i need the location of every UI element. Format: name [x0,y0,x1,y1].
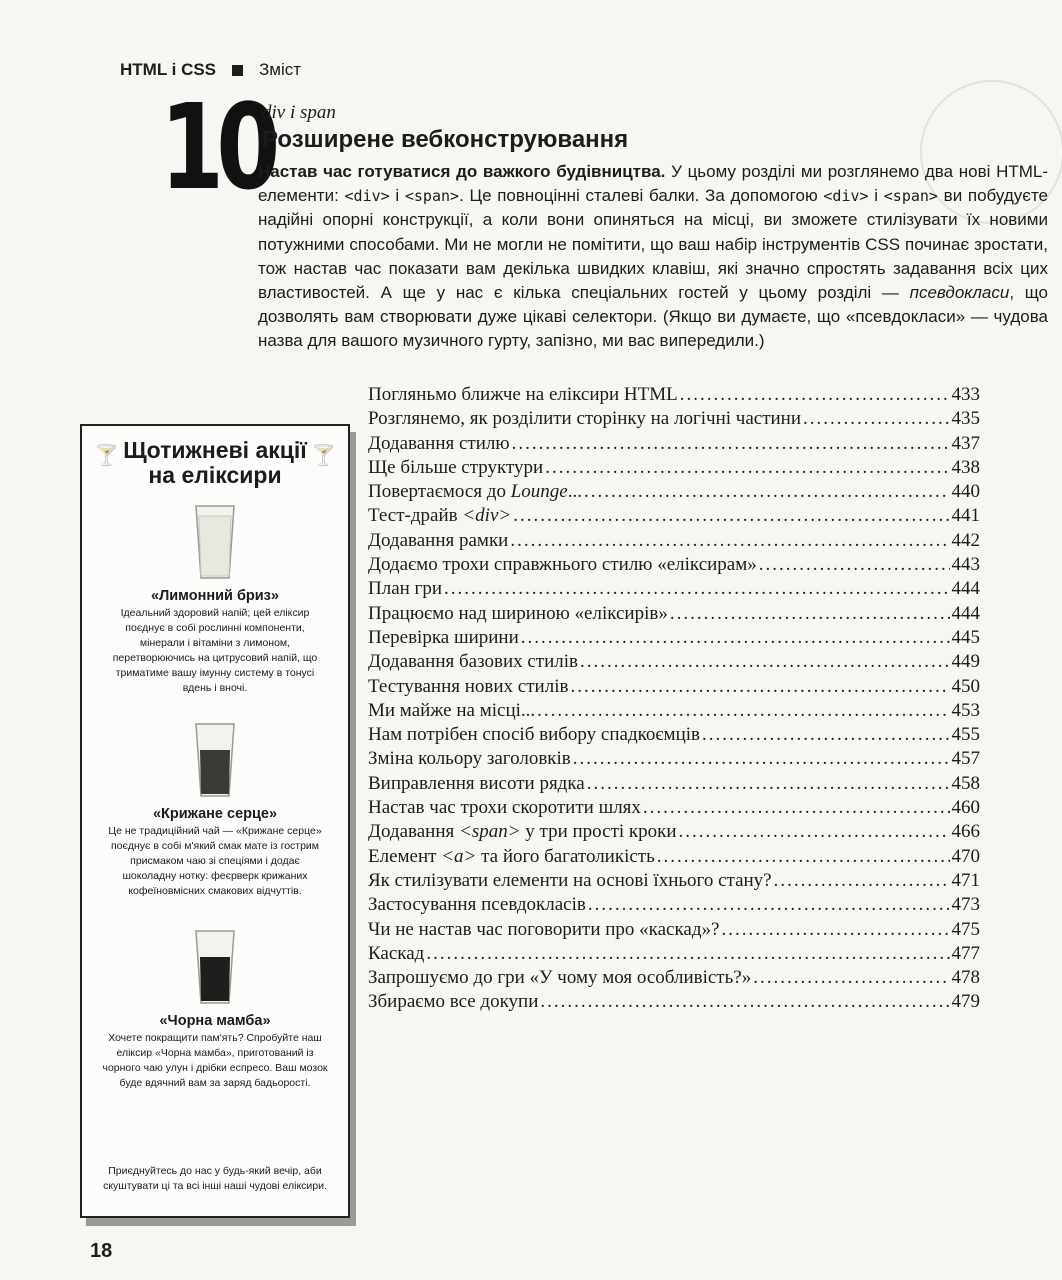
chapter-intro [258,160,1048,354]
toc-entry-title [368,481,582,503]
toc-entry [368,554,980,578]
toc-entry [368,748,980,772]
toc-entry-title-part: Перевірка ширини [368,626,519,648]
card-title [82,438,348,488]
toc-leader-dots [521,627,950,649]
drink-name: «Чорна мамба» [159,1013,271,1029]
chapter-number: 10 [160,78,273,216]
intro-italic: псевдокласи [909,283,1010,303]
toc-entry [368,384,980,408]
intro-code: <span> [404,187,460,206]
toc-entry-title-part: Додавання [368,821,459,843]
toc-entry-title-part: Додавання базових стилів [368,651,579,673]
drink-glass-photo [190,720,240,800]
toc-leader-dots [580,651,949,673]
toc-leader-dots [513,505,949,527]
toc-entry-title-part: Елемент [368,845,442,867]
toc-leader-dots [679,821,950,843]
toc-entry-title [368,894,586,916]
toc-entry-title [368,991,538,1013]
toc-entry-title [368,748,571,770]
toc-entry [368,505,980,529]
toc-entry [368,578,980,602]
toc-leader-dots [680,384,950,406]
toc-entry-page: 453 [951,699,980,721]
toc-entry-title-part: Як стилізувати елементи на основі їхнього стану? [368,869,772,891]
toc-entry [368,773,980,797]
toc-entry-title [368,530,508,552]
toc-leader-dots [510,530,949,552]
toc-entry-page: 445 [951,626,980,648]
toc-entry [368,408,980,432]
toc-leader-dots [444,578,949,600]
toc-entry [368,967,980,991]
intro-text: ви побудуєте надійні опорні конструкції, а коли вони опиняться на місці, ви зможете стилізувати їх новими потужними способами. Ми не могли не помітити, що ваш набір інструментів CSS починає зростати, тож настав час показати вам декілька швидких клавіш, які значно спростять задавання всіх цих властивостей. А ще у нас є кілька спеціальних гостей у цьому розділі — [258,186,1048,303]
toc-entry-page: 437 [951,432,980,454]
toc-leader-dots [570,676,949,698]
toc-entry-title-part: Каскад [368,942,425,964]
toc-entry-title-part: Застосування псевдокласів [368,894,586,916]
toc-entry [368,821,980,845]
cocktail-glass-icon: 🍸 [94,445,119,467]
elixir-promo-card [80,424,350,1218]
toc-leader-dots [573,748,950,770]
toc-entry-title [368,724,700,746]
toc-entry-title [368,384,678,406]
drink-glass-photo [190,927,240,1007]
toc-entry-title-part: Запрошуємо до гри «У чому моя особливість?» [368,967,752,989]
toc-entry-page: 444 [951,602,980,624]
drink-description: Це не традиційний чай — «Крижане серце» поєднує в собі м'який смак мате із гострим присмаком чаю зі спеціями і додає шоколадну нотку: феєрверк крижаних кофеїновмісних смакових відчуттів. [108,825,322,897]
toc-entry-title-part: ... [567,481,582,503]
intro-code: <div> [823,187,869,206]
table-of-contents [368,384,980,1016]
toc-entry-page: 460 [951,797,980,819]
drink-item [82,927,348,1091]
toc-entry-title-part: Ще більше структури [368,456,544,478]
toc-entry [368,991,980,1015]
toc-entry [368,700,980,724]
drink-glass-photo [190,502,240,582]
toc-entry-title [368,578,442,600]
card-title-line: Щотижневі акції [123,437,307,463]
intro-text: У цьому розділі ми розглянемо два нові HTML-елементи: [258,162,1049,206]
drink-name: «Лимонний бриз» [151,588,279,604]
toc-entry-title [368,821,677,843]
toc-entry [368,433,980,457]
toc-entry-page: 466 [951,821,980,843]
toc-leader-dots [657,846,950,868]
toc-entry-page: 470 [951,845,980,867]
toc-entry-title-part: Тестування нових стилів [368,675,569,697]
toc-entry [368,676,980,700]
toc-entry-title-part: Працюємо над шириною «еліксирів» [368,602,668,624]
toc-entry-page: 478 [951,967,980,989]
toc-entry-page: 475 [951,918,980,940]
intro-lead: Настав час готуватися до важкого будівництва. [258,162,666,181]
toc-entry-title-part: Нам потрібен спосіб вибору спадкоємців [368,724,700,746]
toc-leader-dots [540,991,949,1013]
section-title: Зміст [259,60,302,79]
drink-item [82,720,348,899]
toc-entry-title-part: Розглянемо, як розділити сторінку на логічні частини [368,408,802,430]
toc-leader-dots [587,773,950,795]
toc-entry [368,894,980,918]
toc-leader-dots [803,408,949,430]
toc-leader-dots [584,481,950,503]
toc-entry [368,603,980,627]
toc-entry-title-part: <span> [459,821,521,843]
toc-entry-page: 440 [951,481,980,503]
drink-name: «Крижане серце» [152,806,278,822]
toc-entry-title-part: Зміна кольору заголовків [368,748,571,770]
toc-entry-title-part: Збираємо все докупи [368,991,539,1013]
toc-entry-page: 450 [951,675,980,697]
toc-entry-title-part: Lounge [510,481,568,503]
toc-entry-title-part: Додавання рамки [368,529,509,551]
toc-entry-title-part: Чи не настав час поговорити про «каскад»? [368,918,720,940]
card-title-line: на еліксири [148,462,282,488]
toc-entry-page: 442 [951,529,980,551]
running-head [120,60,301,80]
toc-leader-dots [721,919,949,941]
toc-entry-page: 441 [951,505,980,527]
drink-description: Хочете покращити пам'ять? Спробуйте наш еліксир «Чорна мамба», приготований із чорного чаю улун і дрібки еспресо. Ваш мозок буде вдячний вам за заряд бадьорості. [102,1032,328,1089]
intro-text: . Це повноцінні сталеві балки. За допомогою [459,186,824,206]
intro-text: , що дозволять вам створювати дуже цікаві селектори. (Якщо ви думаєте, що «псевдокласи» — чудова назва для вашого музичного гурту, запізно, ми вас випередили.) [258,283,1049,351]
toc-entry-page: 473 [951,894,980,916]
toc-entry [368,724,980,748]
intro-text: і [868,186,884,206]
toc-entry-title-part: у три прості кроки [520,821,677,843]
toc-entry-page: 444 [951,578,980,600]
chapter-title: Розширене вебконструювання [262,126,629,153]
toc-entry-title-part: <a> [441,845,477,867]
toc-entry-title [368,700,535,722]
drink-list [82,502,348,1091]
toc-leader-dots [426,943,949,965]
toc-entry-title [368,408,801,430]
toc-entry-title [368,433,510,455]
toc-entry-page: 479 [951,991,980,1013]
toc-entry-title [368,943,424,965]
toc-entry-page: 457 [951,748,980,770]
toc-leader-dots [512,433,950,455]
toc-entry [368,457,980,481]
toc-entry-title [368,676,568,698]
page-number: 18 [90,1240,113,1262]
toc-entry-title [368,627,519,649]
toc-entry-title-part: Настав час трохи скоротити шлях [368,797,641,819]
chapter-subtitle: div i span [262,102,336,123]
toc-entry-title [368,505,511,527]
toc-leader-dots [545,457,949,479]
toc-entry-title-part: Додавання стилю [368,432,510,454]
intro-code: <span> [883,187,938,206]
toc-leader-dots [753,967,949,989]
drink-item [82,502,348,696]
toc-entry-page: 443 [951,554,980,576]
toc-entry [368,627,980,651]
toc-entry-title [368,773,585,795]
toc-entry [368,481,980,505]
toc-entry [368,943,980,967]
toc-leader-dots [588,894,950,916]
toc-entry-title-part: та його багатоликість [476,845,655,867]
cocktail-glass-icon: 🍸 [311,445,336,467]
toc-entry-title [368,797,641,819]
toc-entry-page: 458 [951,772,980,794]
toc-entry-page: 435 [951,408,980,430]
toc-leader-dots [759,554,950,576]
drink-description: Ідеальний здоровий напій; цей еліксир поєднує в собі рослинні компоненти, мінерали і вітаміни з лимоном, перетворюючись на цитрусовий напій, що триматиме вашу імунну систему в тонусі вдень і вночі. [112,607,318,694]
toc-leader-dots [670,603,950,625]
toc-entry-page: 433 [951,384,980,405]
intro-text: і [389,186,405,206]
toc-entry-title [368,554,757,576]
toc-entry [368,530,980,554]
square-bullet-icon [232,65,243,76]
toc-entry-title [368,603,668,625]
intro-code: <div> [344,187,390,206]
toc-entry [368,846,980,870]
toc-entry [368,919,980,943]
toc-entry-title [368,457,543,479]
toc-entry-title [368,919,719,941]
toc-leader-dots [643,797,950,819]
toc-entry-page: 455 [951,724,980,746]
toc-entry-page: 449 [951,651,980,673]
toc-entry [368,651,980,675]
toc-leader-dots [702,724,950,746]
toc-entry-title-part: <div> [462,505,512,527]
toc-entry-title-part: Повертаємося до [368,481,511,503]
toc-entry-page: 477 [951,942,980,964]
toc-leader-dots [537,700,949,722]
toc-entry-title [368,846,655,868]
toc-entry [368,797,980,821]
card-footer: Приєднуйтесь до нас у будь-який вечір, аби скуштувати ці та всі інші наші чудові еліксири. [103,1165,327,1192]
toc-entry-title-part: Погляньмо ближче на еліксири HTML [368,384,678,405]
toc-entry-title [368,651,578,673]
toc-entry-page: 471 [951,869,980,891]
toc-leader-dots [774,870,950,892]
toc-entry-title [368,870,772,892]
toc-entry-title-part: Додаємо трохи справжнього стилю «еліксирам» [368,554,757,576]
toc-entry-title [368,967,751,989]
toc-entry-title-part: План гри [368,578,443,600]
toc-entry-title-part: Тест-драйв [368,505,463,527]
toc-entry [368,870,980,894]
book-title: HTML і CSS [120,60,217,79]
toc-entry-title-part: Ми майже на місці... [368,699,536,721]
toc-entry-title-part: Виправлення висоти рядка [368,772,585,794]
toc-entry-page: 438 [951,456,980,478]
